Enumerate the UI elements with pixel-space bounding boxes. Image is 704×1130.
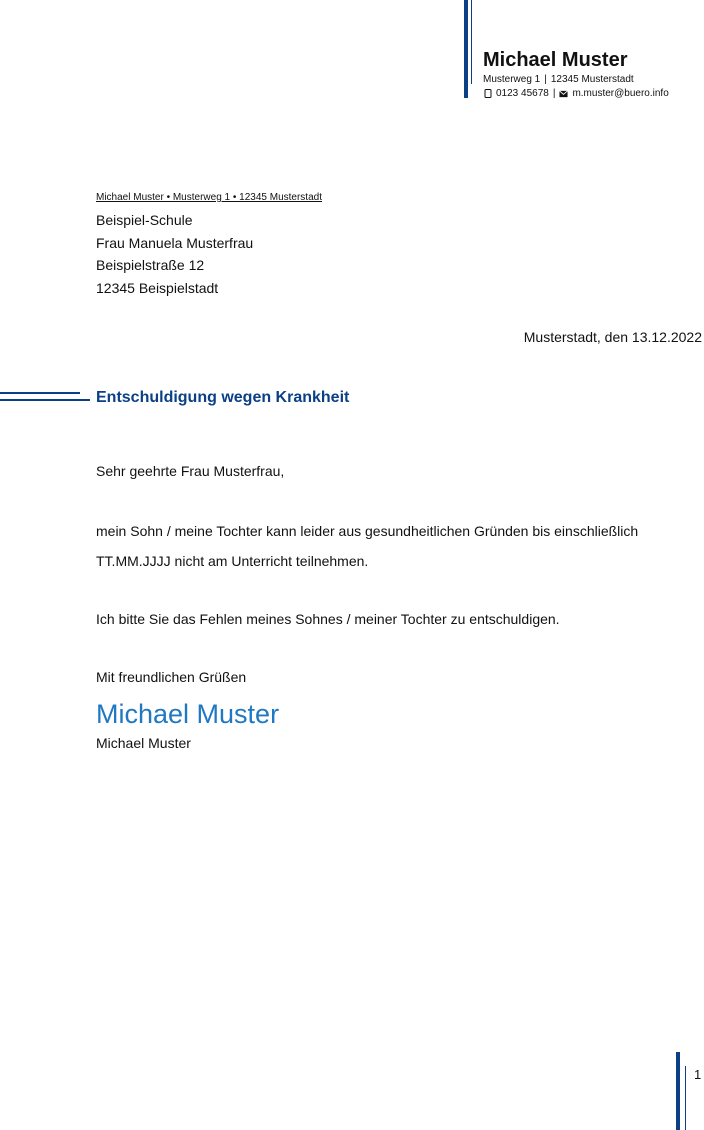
subject-rule-lower [0, 399, 90, 401]
letter-subject: Entschuldigung wegen Krankheit [96, 389, 350, 406]
sender-return-address: Michael Muster • Musterweg 1 • 12345 Musterstadt [96, 192, 322, 203]
recipient-school: Beispiel-Schule [96, 212, 193, 228]
signer-name: Michael Muster [96, 735, 191, 751]
footer-accent-bar-thin [685, 1066, 686, 1130]
letterhead-separator: | [544, 74, 547, 85]
letter-date: Musterstadt, den 13.12.2022 [523, 329, 702, 345]
letter-closing: Mit freundlichen Grüßen [96, 669, 247, 685]
header-accent-bar-thick [464, 0, 468, 98]
recipient-address [96, 209, 253, 299]
phone-icon [483, 89, 492, 98]
subject-accent-rules [0, 392, 90, 404]
envelope-icon [559, 89, 568, 98]
letterhead-phone: 0123 45678 [496, 88, 549, 99]
recipient-city: 12345 Beispielstadt [96, 279, 219, 296]
letterhead-city: 12345 Musterstadt [550, 74, 634, 85]
letterhead-contact [483, 88, 669, 99]
body-paragraph-1-line-1: mein Sohn / meine Tochter kann leider aus gesundheitlichen Gründen bis einschließlich [96, 523, 639, 539]
body-paragraph-1 [96, 516, 696, 576]
letterhead-name: Michael Muster [483, 49, 628, 71]
letterhead-street: Musterweg 1 [483, 74, 541, 85]
body-paragraph-1-line-2: TT.MM.JJJJ nicht am Unterricht teilnehmen. [96, 553, 369, 569]
letterhead-separator-2: | [552, 88, 556, 99]
footer-accent-bars [676, 1052, 688, 1130]
handwritten-signature: Michael Muster [96, 699, 280, 729]
letter-salutation: Sehr geehrte Frau Musterfrau, [96, 463, 285, 479]
page-number: 1 [694, 1067, 702, 1082]
recipient-street: Beispielstraße 12 [96, 257, 205, 273]
letterhead-address [483, 74, 634, 85]
header-accent-bars [464, 0, 474, 98]
body-paragraph-2-line-1: Ich bitte Sie das Fehlen meines Sohnes / meiner Tochter zu entschuldigen. [96, 611, 560, 627]
letterhead-email[interactable]: m.muster@buero.info [572, 88, 669, 99]
footer-accent-bar-thick [676, 1052, 680, 1130]
header-accent-bar-thin [471, 0, 472, 84]
subject-rule-upper [0, 392, 80, 394]
body-paragraph-2 [96, 604, 696, 634]
recipient-person: Frau Manuela Musterfrau [96, 234, 254, 251]
